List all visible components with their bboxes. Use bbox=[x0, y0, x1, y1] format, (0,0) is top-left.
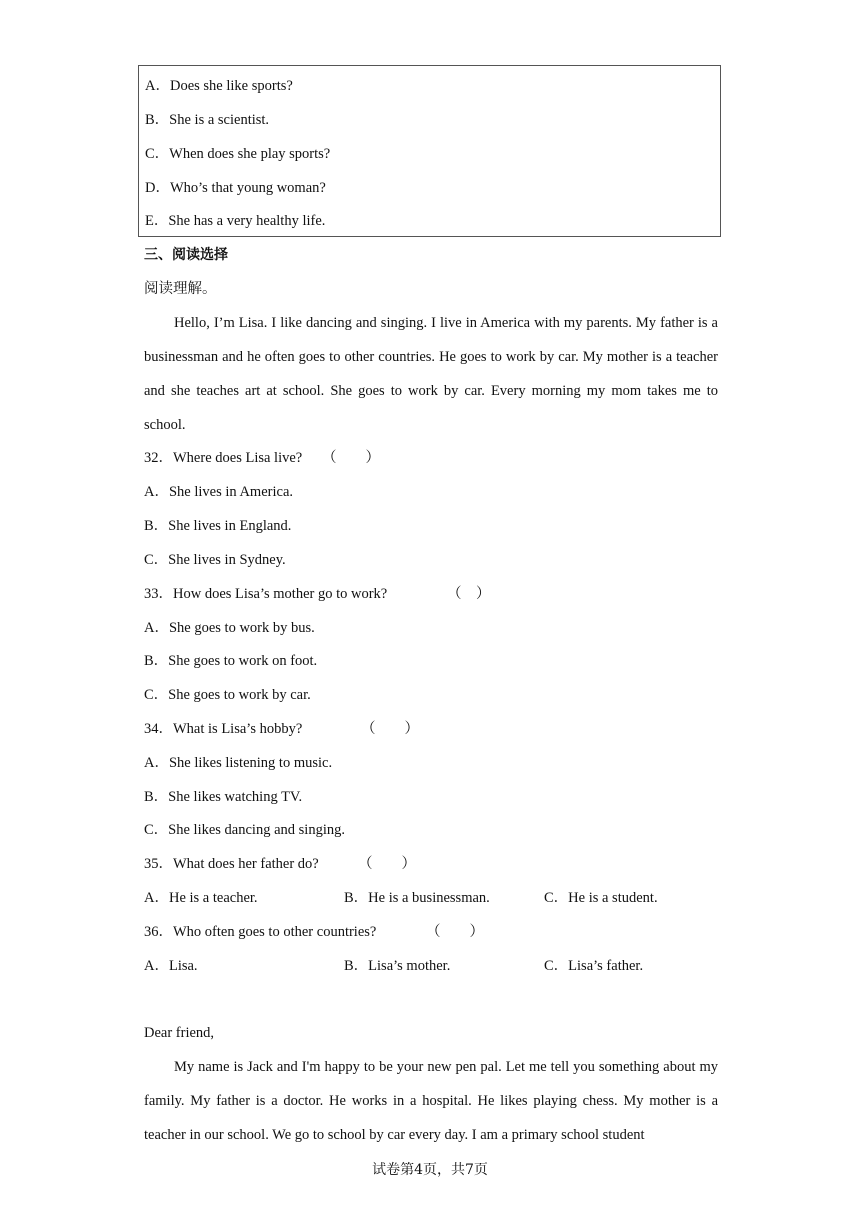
question-stem: 36．Who often goes to other countries? bbox=[144, 924, 377, 940]
question-stem: 32．Where does Lisa live? bbox=[144, 450, 303, 466]
page-footer: 试卷第4页，共7页 bbox=[372, 1162, 488, 1178]
question-stem: 35．What does her father do? bbox=[144, 856, 319, 872]
matching-option-a: A．Does she like sports? bbox=[145, 78, 293, 94]
answer-blank[interactable]: （ ） bbox=[426, 924, 484, 940]
answer-option: B．She goes to work on foot. bbox=[144, 653, 318, 669]
answer-option: C．She goes to work by car. bbox=[144, 687, 311, 703]
matching-option-d: D．Who’s that young woman? bbox=[145, 180, 326, 196]
answer-blank[interactable]: （ ） bbox=[358, 856, 416, 872]
matching-option-e: E．She has a very healthy life. bbox=[145, 213, 326, 229]
answer-blank[interactable]: （ ） bbox=[361, 721, 419, 737]
answer-blank[interactable]: （ ） bbox=[322, 450, 380, 466]
answer-option: A．She lives in America. bbox=[144, 484, 294, 500]
answer-option: B．She likes watching TV. bbox=[144, 789, 303, 805]
letter-body: My name is Jack and I'm happy to be your new pen pal. Let me tell you something about my family. My father is a doctor. He works in a hospital. He likes playing chess. My mother is a teacher in our school. We go to school by car every day. I am a primary school student bbox=[144, 1059, 718, 1143]
answer-option: C．She likes dancing and singing. bbox=[144, 822, 345, 838]
matching-option-c: C．When does she play sports? bbox=[145, 146, 331, 162]
question-stem: 34．What is Lisa’s hobby? bbox=[144, 721, 303, 737]
answer-option: A．She likes listening to music. bbox=[144, 755, 333, 771]
answer-option: A．Lisa. bbox=[144, 958, 198, 974]
section-title: 三、阅读选择 bbox=[144, 247, 228, 263]
answer-option: C．Lisa’s father. bbox=[544, 958, 644, 974]
answer-option: B．He is a businessman. bbox=[344, 890, 490, 906]
answer-option: A．She goes to work by bus. bbox=[144, 620, 315, 636]
letter-greeting: Dear friend, bbox=[144, 1025, 215, 1041]
section-instruction: 阅读理解。 bbox=[144, 281, 217, 297]
answer-option: C．She lives in Sydney. bbox=[144, 552, 286, 568]
answer-option: C．He is a student. bbox=[544, 890, 658, 906]
answer-option: B．Lisa’s mother. bbox=[344, 958, 451, 974]
question-stem: 33．How does Lisa’s mother go to work? bbox=[144, 586, 388, 602]
matching-options-box bbox=[138, 65, 721, 237]
answer-blank[interactable]: （ ） bbox=[447, 586, 491, 602]
matching-option-b: B．She is a scientist. bbox=[145, 112, 270, 128]
answer-option: B．She lives in England. bbox=[144, 518, 292, 534]
reading-passage: Hello, I’m Lisa. I like dancing and singing. I live in America with my parents. My father is a businessman and he often goes to other countries. He goes to work by car. My mother is a teacher and she teaches art at school. She goes to work by car. Every morning my mom takes me to school. bbox=[144, 315, 718, 433]
answer-option: A．He is a teacher. bbox=[144, 890, 258, 906]
